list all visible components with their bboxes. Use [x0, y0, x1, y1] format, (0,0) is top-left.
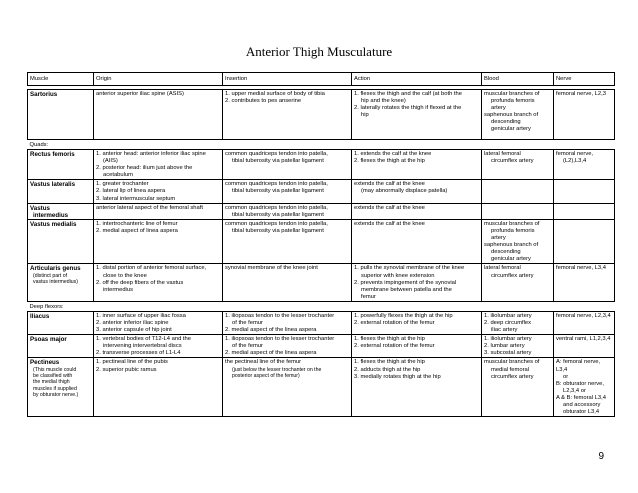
blood-text: circumflex artery	[491, 272, 534, 279]
blood-text: saphenous branch of	[484, 242, 539, 249]
blood-text: lateral femoral	[484, 151, 521, 157]
nerve-text: obturator L3,4	[563, 409, 600, 416]
header-nerve: Nerve	[554, 73, 615, 86]
blood-text: 1. iliolumbar artery	[484, 312, 532, 319]
origin-text: close to the knee	[103, 272, 147, 279]
origin-text: 2. superior pubic ramus	[96, 366, 157, 373]
nerve-text: A: femoral nerve, L3,4	[556, 359, 601, 373]
action-text: membrane between patella and the	[361, 286, 452, 293]
origin-text: 2. transverse processes of L1-L4	[96, 350, 181, 357]
blood-text: 2. lumbar artery	[484, 343, 525, 350]
blood-text: circumflex artery	[491, 158, 534, 165]
action-text: 1. flexes the thigh at the hip	[354, 359, 425, 366]
blood-text: genicular artery	[491, 256, 531, 263]
insertion-text: posterior aspect of the femur)	[232, 372, 300, 379]
origin-text: 1. inner surface of upper iliac fossa	[96, 312, 186, 319]
origin-text: anterior superior iliac spine (ASIS)	[96, 91, 184, 97]
header-row	[28, 73, 615, 86]
muscle-name: Pectineus	[30, 359, 60, 367]
blood-text: iliac artery	[491, 327, 518, 334]
group-label-quads: Quads:	[29, 141, 49, 148]
blood-text: 2. deep circumflex	[484, 319, 532, 326]
insertion-text: tibial tuberosity via patellar ligament	[232, 188, 324, 195]
origin-text: 2. off the deep fibers of the vastus	[96, 279, 184, 286]
insertion-text: (just below the lesser trochanter on the	[232, 366, 322, 373]
table-row	[28, 219, 615, 264]
origin-text: 1. distal portion of anterior femoral surface,	[96, 265, 207, 272]
origin-text: 1. pectineal line of the pubis	[96, 359, 168, 366]
origin-text: 3. anterior capsule of hip joint	[96, 327, 172, 334]
blood-text: 3. subcostal artery	[484, 350, 532, 357]
muscle-name: Articularis genus	[30, 265, 81, 273]
origin-text: 1. vertebral bodies of T12-L4 and the	[96, 336, 191, 343]
blood-text: muscular branches of	[484, 359, 540, 366]
blood-text: artery	[491, 105, 506, 112]
action-text: 1. pulls the synovial membrane of the knee	[354, 265, 465, 272]
action-text: 3. medially rotates thigh at the hip	[354, 373, 441, 380]
muscle-note: (This muscle could	[33, 366, 77, 373]
table-row	[28, 311, 615, 334]
nerve-text: femoral nerve,	[556, 151, 594, 157]
blood-text: descending	[491, 249, 521, 256]
muscle-note: (distinct part of	[33, 272, 68, 279]
muscle-note: muscles if supplied	[33, 385, 77, 392]
nerve-text: and accessory	[563, 402, 601, 408]
nerve-text: femoral nerve, L3,4	[556, 265, 606, 272]
insertion-text: common quadriceps tendon into patella,	[225, 181, 328, 188]
insertion-text: tibial tuberosity via patellar ligament	[232, 211, 324, 218]
blood-text: artery	[491, 235, 506, 242]
origin-text: intermedius	[103, 286, 133, 293]
table-row	[28, 264, 615, 301]
origin-text: 2. posterior head: ilium just above the	[96, 165, 193, 172]
muscle-note: be classified with	[33, 372, 73, 379]
musculature-table	[27, 72, 615, 417]
origin-text: 2. lateral lip of linea aspera	[96, 188, 166, 195]
insertion-text: common quadriceps tendon into patella,	[225, 204, 328, 211]
blood-text: profunda femoris	[491, 98, 535, 105]
blood-text: profunda femoris	[491, 227, 535, 234]
muscle-name: intermedius	[33, 211, 69, 219]
action-text: extends the calf at the knee	[354, 220, 425, 227]
action-text: superior with knee extension	[361, 272, 435, 279]
action-text: 1. extends the calf at the knee	[354, 151, 432, 157]
muscle-name: Vastus medialis	[30, 220, 77, 228]
insertion-text: tibial tuberosity via patellar ligament	[232, 158, 324, 165]
insertion-text: 1. upper medial surface of body of tibia	[225, 91, 325, 97]
group-label-row	[28, 140, 615, 150]
nerve-text: ventral rami, L1,2,3,4	[556, 336, 611, 343]
action-text: 2. external rotation of the femur	[354, 343, 435, 350]
blood-text: medial femoral	[491, 366, 530, 373]
muscle-note: the medial thigh	[33, 379, 70, 386]
muscle-name: Sartorius	[30, 91, 58, 98]
origin-text: (AIIS)	[103, 158, 118, 165]
insertion-text: 1. iliopsoas tendon to the lesser trochanter	[225, 312, 335, 319]
action-text: hip and the knee)	[361, 98, 406, 105]
group-label-deep-flexors: Deep flexors:	[29, 303, 64, 310]
muscle-name: Vastus	[30, 204, 50, 212]
blood-text: circumflex artery	[491, 373, 534, 380]
nerve-text: (L2),L3,4	[563, 158, 587, 165]
header-origin: Origin	[94, 73, 223, 86]
table-row	[28, 180, 615, 203]
muscle-name: Iliacus	[30, 312, 50, 320]
table-row	[28, 150, 615, 180]
insertion-text: 2. medial aspect of the linea aspera	[225, 327, 317, 334]
action-text: 2. external rotation of the femur	[354, 319, 435, 326]
nerve-text: B: obturator nerve,	[556, 380, 605, 387]
origin-text: 3. lateral intermuscular septum	[96, 195, 176, 202]
header-blood: Blood	[482, 73, 554, 86]
insertion-text: tibial tuberosity via patellar ligament	[232, 227, 324, 234]
action-text: 2. prevents impingement of the synovial	[354, 279, 457, 286]
table-row	[28, 203, 615, 219]
nerve-text: femoral nerve, L2,3	[556, 91, 606, 97]
blood-text: lateral femoral	[484, 265, 521, 272]
insertion-text: the pectineal line of the femur	[225, 359, 302, 366]
insertion-text: 2. contributes to pes anserine	[225, 98, 302, 105]
origin-text: 1. anterior head: anterior inferior iliac spine	[96, 151, 206, 157]
action-text: femur	[361, 293, 376, 300]
action-text: 2. laterally rotates the thigh if flexed at the	[354, 105, 462, 112]
blood-text: descending	[491, 119, 521, 126]
action-text: 1. flexes the thigh and the calf (at both the	[354, 91, 462, 97]
insertion-text: 1. iliopsoas tendon to the lesser trochanter	[225, 336, 335, 343]
muscle-name: Psoas major	[30, 336, 67, 344]
origin-text: 2. medial aspect of linea aspera	[96, 227, 178, 234]
muscle-name: Rectus femoris	[30, 151, 75, 158]
table-row	[28, 90, 615, 140]
action-text: 1. flexes the thigh at the hip	[354, 336, 425, 343]
action-text: (may abnormally displace patella)	[361, 188, 448, 195]
action-text: extends the calf at the knee	[354, 181, 425, 188]
header-action: Action	[352, 73, 482, 86]
action-text: hip	[361, 112, 369, 119]
muscle-name: Vastus lateralis	[30, 181, 76, 189]
insertion-text: of the femur	[232, 319, 263, 326]
action-text: extends the calf at the knee	[354, 204, 425, 211]
nerve-text: L2,3,4 or	[563, 387, 586, 394]
table-row	[28, 335, 615, 358]
muscle-note: by obturator nerve.)	[33, 392, 79, 399]
header-muscle: Muscle	[28, 73, 94, 86]
muscle-note: vastus intermedius)	[33, 278, 78, 285]
origin-text: 2. anterior inferior iliac spine	[96, 319, 169, 326]
origin-text: 1. greater trochanter	[96, 181, 149, 188]
group-label-row	[28, 301, 615, 311]
nerve-text: A & B: femoral L3,4	[556, 394, 606, 401]
insertion-text: synovial membrane of the knee joint	[225, 265, 318, 272]
header-insertion: Insertion	[223, 73, 352, 86]
page-title: Anterior Thigh Musculature	[245, 44, 393, 59]
blood-text: muscular branches of	[484, 91, 540, 97]
action-text: 1. powerfully flexes the thigh at the hip	[354, 312, 453, 319]
insertion-text: common quadriceps tendon into patella,	[225, 151, 328, 157]
origin-text: acetabulum	[103, 172, 133, 179]
insertion-text: 2. medial aspect of the linea aspera	[225, 350, 317, 357]
table-row	[28, 358, 615, 417]
insertion-text: common quadriceps tendon into patella,	[225, 220, 328, 227]
insertion-text: of the femur	[232, 343, 263, 350]
blood-text: 1. iliolumbar artery	[484, 336, 532, 343]
action-text: 2. adducts thigh at the hip	[354, 366, 421, 373]
origin-text: anterior lateral aspect of the femoral shaft	[96, 204, 203, 211]
blood-text: genicular artery	[491, 126, 531, 133]
blood-text: saphenous branch of	[484, 112, 539, 119]
page-number: 9	[598, 451, 604, 462]
blood-text: muscular branches of	[484, 220, 540, 227]
nerve-text: femoral nerve, L2,3,4	[556, 312, 611, 319]
action-text: 2. flexes the thigh at the hip	[354, 158, 425, 165]
nerve-text: or	[563, 373, 569, 380]
origin-text: 1. intertrochanteric line of femur	[96, 220, 178, 227]
origin-text: intervening intervertebral discs	[103, 343, 182, 350]
